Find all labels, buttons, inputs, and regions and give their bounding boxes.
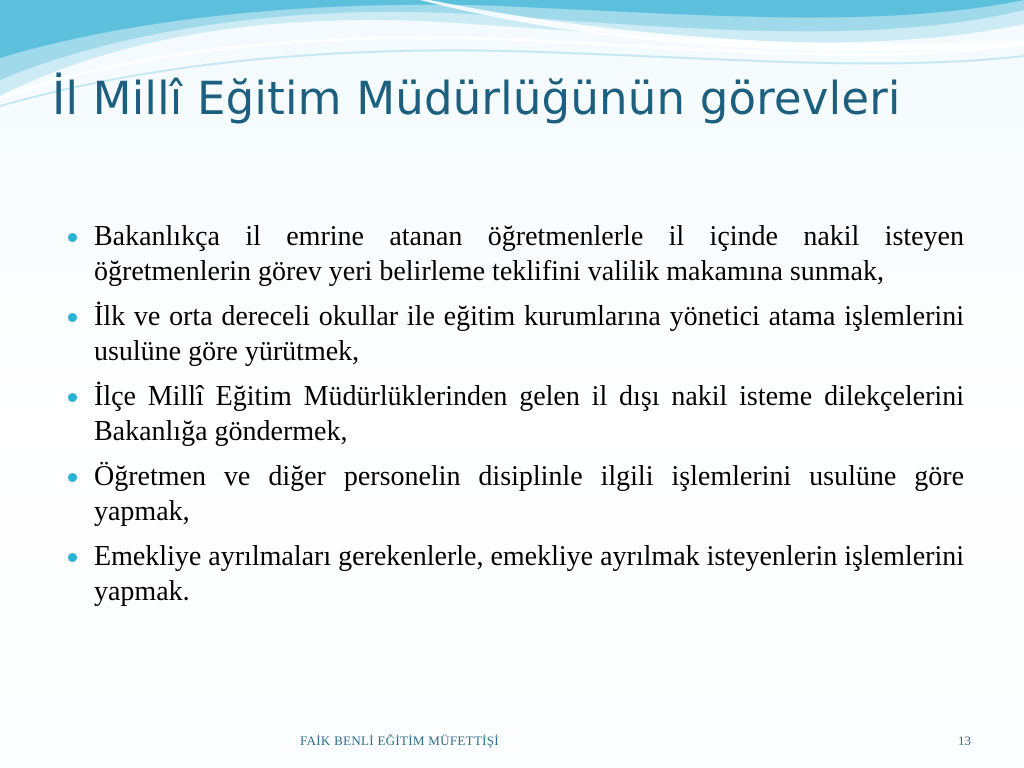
bullet-item [62, 219, 964, 289]
bullet-text: Emekliye ayrılmaları gerekenlerle, emekliye ayrılmak isteyenlerin işlemlerini yapmak. [94, 541, 964, 607]
bullet-dot-icon [68, 313, 77, 322]
bullet-dot-icon [68, 473, 77, 482]
bullet-text: Bakanlıkça il emrine atanan öğretmenlerle il içinde nakil isteyen öğretmenlerin görev yeri belirleme teklifini valilik makamına sunmak, [94, 221, 964, 287]
bullet-dot-icon [68, 553, 77, 562]
bullet-text: İlk ve orta dereceli okullar ile eğitim kurumlarına yönetici atama işlemlerini usulüne göre yürütmek, [94, 301, 964, 367]
bullet-text: İlçe Millî Eğitim Müdürlüklerinden gelen il dışı nakil isteme dilekçelerini Bakanlığa göndermek, [94, 381, 964, 447]
bullet-list [62, 219, 964, 619]
bullet-dot-icon [68, 393, 77, 402]
page-number: 13 [958, 733, 971, 748]
bullet-item [62, 299, 964, 369]
bullet-item [62, 379, 964, 449]
bullet-item [62, 459, 964, 529]
footer-text: FAİK BENLİ EĞİTİM MÜFETTİŞİ [300, 733, 499, 748]
bullet-dot-icon [68, 233, 77, 242]
slide-title: İl Millî Eğitim Müdürlüğünün görevleri [52, 72, 901, 125]
bullet-item [62, 539, 964, 609]
bullet-text: Öğretmen ve diğer personelin disiplinle ilgili işlemlerini usulüne göre yapmak, [94, 461, 964, 527]
